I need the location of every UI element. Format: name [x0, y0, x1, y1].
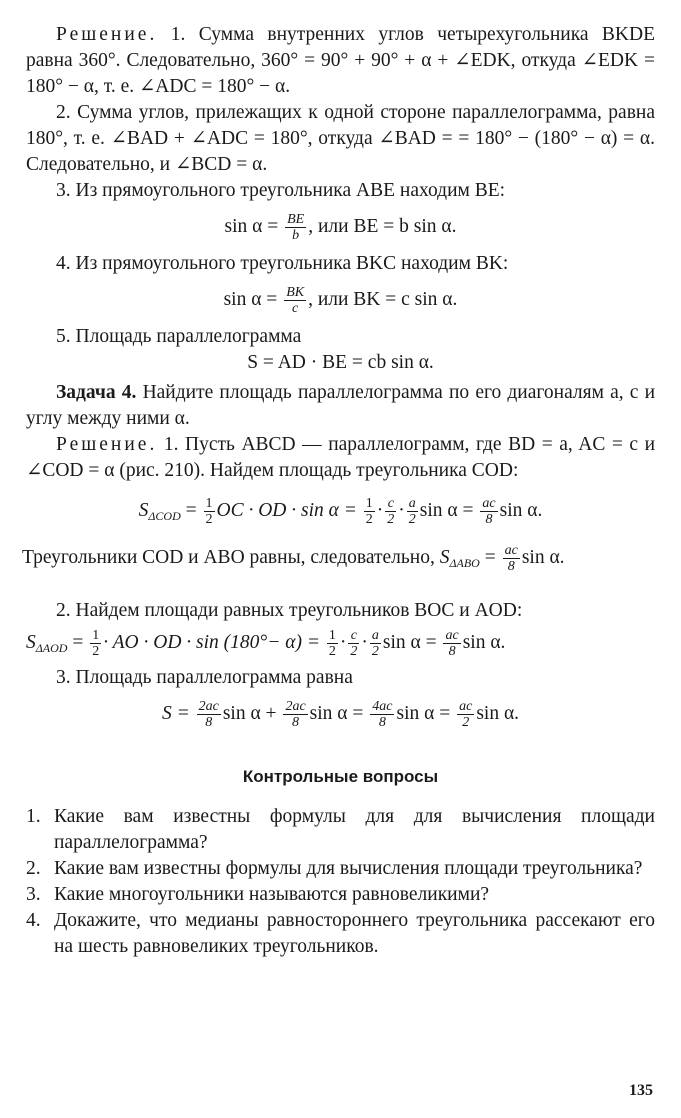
fraction: $\frac{1}{2}$	[328, 627, 336, 659]
solution1-step5: 5. Площадь параллелограмма	[56, 326, 302, 347]
fraction: $\frac{2ac}{8}$	[198, 698, 219, 730]
list-item: 3. Какие многоугольники называются равновеликими?	[26, 883, 490, 905]
list-item: 4. Докажите, что медианы равностороннего треугольника рассекают его на шесть равновеликих треугольников.	[26, 909, 655, 957]
equation-bk: sin α = $\frac{BK}{c}$ , или BK = c sin α.	[223, 285, 458, 316]
fraction: $\frac{BK}{c}$	[286, 285, 305, 316]
task4-label: Задача 4.	[56, 382, 137, 403]
task4-solution-step2: 2. Найдем площади равных треугольников BOC и AOD:	[56, 599, 523, 621]
list-item: 1. Какие вам известны формулы для для вычисления площади параллелограмма?	[26, 805, 655, 853]
equation-saod: $S_{\Delta AOD}$ = $\frac{1}{2}$ · AO · OD · sin (180°− α) = $\frac{1}{2}$ · $\frac{c}{2}$ · $\frac{a}{2}$ sin α = $\frac{ac}{8}$ sin α.	[26, 627, 506, 659]
solution-lead: Решение.	[56, 24, 158, 45]
solution1-step1	[26, 22, 655, 100]
fraction: $\frac{c}{2}$	[387, 496, 395, 527]
fraction: $\frac{4ac}{8}$	[372, 698, 393, 730]
task4-statement	[26, 380, 655, 432]
equation-total-area: S = $\frac{2ac}{8}$ sin α + $\frac{2ac}{8}$ sin α = $\frac{4ac}{8}$ sin α = $\frac{ac}{2}$ sin α.	[161, 698, 520, 730]
solution1-step3: 3. Из прямоугольного треугольника ABE находим BE:	[56, 180, 506, 201]
fraction: $\frac{ac}{8}$	[445, 627, 459, 659]
fraction: $\frac{2ac}{8}$	[285, 698, 306, 730]
task4-solution-step1: Решение. 1. Пусть ABCD — параллелограмм, где BD = a, AC = c и ∠COD = α (рис. 210). Найдем площадь треугольника COD:	[26, 434, 656, 481]
fraction: $\frac{1}{2}$	[205, 496, 213, 527]
solution-lead: Решение.	[56, 434, 158, 455]
fraction: $\frac{1}{2}$	[365, 496, 373, 527]
solution1-step1-text: 1. Сумма внутренних углов четырехугольника BKDE равна 360°. Следовательно, 360° = 90° + 90° + α + ∠EDK, откуда ∠EDK = 180° − α, т. е. ∠ADC = 180° − α.	[26, 24, 656, 97]
fraction: $\frac{ac}{8}$	[504, 542, 518, 574]
fraction: $\frac{c}{2}$	[350, 627, 358, 659]
equation-sabo: Треугольники COD и ABO равны, следовательно, $S_{\Delta ABO}$ = $\frac{ac}{8}$ sin α.	[22, 542, 565, 574]
section-title: Контрольные вопросы	[242, 766, 439, 786]
fraction: $\frac{ac}{2}$	[459, 698, 473, 730]
solution1-step4: 4. Из прямоугольного треугольника BKC находим BK:	[56, 253, 509, 274]
equation-scod: $S_{\Delta COD}$ = $\frac{1}{2}$ OC · OD · sin α = $\frac{1}{2}$ · $\frac{c}{2}$ · $\frac{a}{2}$ sin α = $\frac{ac}{8}$ sin α.	[138, 496, 543, 527]
questions-list	[26, 804, 655, 960]
page-number: 135	[629, 1082, 653, 1099]
fraction: $\frac{a}{2}$	[371, 627, 379, 659]
fraction: $\frac{BE}{b}$	[287, 212, 305, 243]
list-item: 2. Какие вам известны формулы для вычисления площади треугольника?	[26, 857, 643, 879]
solution1-step2: 2. Сумма углов, прилежащих к одной стороне параллелограмма, равна 180°, т. е. ∠BAD + ∠ADC = 180°, откуда ∠BAD = = 180° − (180° − α) = α. Следовательно, и ∠BCD = α.	[26, 102, 655, 175]
fraction: $\frac{1}{2}$	[92, 627, 100, 659]
equation-be: sin α = $\frac{BE}{b}$ , или BE = b sin α.	[224, 212, 457, 243]
fraction: $\frac{a}{2}$	[408, 496, 416, 527]
fraction: $\frac{ac}{8}$	[482, 496, 496, 527]
equation-area: S = AD · BE = cb sin α.	[247, 352, 434, 373]
task4-solution-step3: 3. Площадь параллелограмма равна	[56, 666, 353, 688]
task4-text: Найдите площадь параллелограмма по его диагоналям a, c и углу между ними α.	[26, 382, 656, 429]
